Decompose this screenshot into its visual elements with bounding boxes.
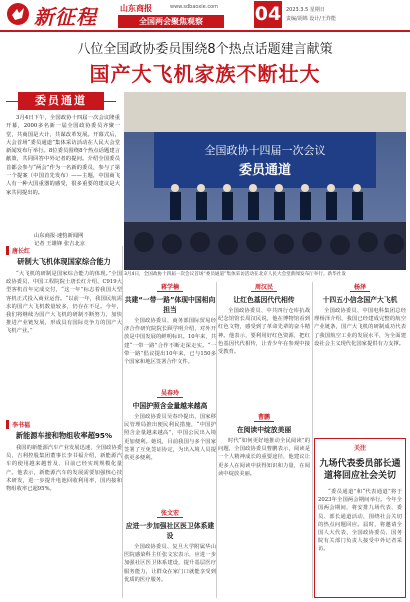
masthead-divider bbox=[0, 30, 410, 32]
article-title: 新能源车接和物组收率超95% bbox=[15, 431, 113, 440]
article-zhou bbox=[218, 282, 310, 356]
article-byline bbox=[314, 282, 406, 292]
newspaper-logo-icon bbox=[6, 2, 30, 26]
page-number: 04 bbox=[254, 1, 282, 28]
article-body: 时代“如何更好地推动全民阅读”的问题，全国政协委员曹鹏表示，阅读是一个人精神成长的重要途径，他建议让更多人在阅读中获得知识和力量，在阅读中绽放美丽。 bbox=[218, 438, 310, 477]
article-title: 共建“一带一路”体现中国相向担当 bbox=[124, 296, 216, 314]
paper-name: 山东商报 bbox=[120, 4, 152, 13]
editor-credits: 责编/胡锦 设计/王炸能 bbox=[286, 16, 336, 22]
article-body: 全国政协委员、复旦大学附属华山医院感染科主任张文宏表示，应进一步加强社区医卫体系建设，提升基层医疗服务能力，让群众在家门口就能享受到优质的医疗服务。 bbox=[124, 544, 216, 583]
article-body: 全国政协委员、中共四行仓库抗战纪念馆馆长周汉民说，他在博物馆看到红色文物，感受到了革命先辈的奋斗精神。他表示，要利用好红色资源，把红色基因代代相传，让青少年在参观中接受教育。 bbox=[218, 308, 310, 356]
article-jiang bbox=[124, 282, 216, 366]
article-title: 十四五小信念国产大飞机 bbox=[322, 296, 398, 304]
article-byline bbox=[124, 282, 216, 292]
article-byline: 李书福 bbox=[6, 420, 122, 429]
article-byline bbox=[218, 412, 310, 422]
topic-banner: 全国两会聚焦观察 bbox=[118, 15, 224, 28]
issue-date: 2023.3.5 星期日 bbox=[286, 7, 325, 13]
paper-url: www.sdbaoxie.com bbox=[170, 4, 219, 10]
article-li bbox=[6, 420, 122, 493]
section-brand: 新征程 bbox=[34, 5, 97, 29]
article-title: 在阅读中绽放美丽 bbox=[236, 426, 292, 434]
article-byline bbox=[124, 508, 216, 518]
main-headline: 国产大飞机家族不断壮大 bbox=[89, 62, 321, 86]
column-divider bbox=[312, 282, 313, 598]
article-byline bbox=[124, 388, 216, 398]
label-rule-left bbox=[6, 101, 18, 102]
article-zhang bbox=[124, 508, 216, 584]
byline-text: 杨泽 bbox=[350, 282, 370, 292]
article-yang bbox=[314, 282, 406, 348]
article-body: 全国政协委员吴春玲提出，国家移民管理局推出便民利民措施，“中国护照含金量越来越高”，中国公民出入境更加便利。她说，目前我国与多个国家签署了互免签证协定，为出入境人员提供更多便利。 bbox=[124, 414, 216, 462]
byline-text: 吴春玲 bbox=[157, 388, 183, 398]
article-tang bbox=[6, 246, 122, 336]
lead-credit-reporters: 记者 王雄锋 张吉北京 bbox=[34, 241, 86, 247]
label-rule-right bbox=[104, 101, 116, 102]
kicker-headline: 八位全国政协委员围绕8个热点话题建言献策 bbox=[77, 42, 333, 57]
article-wu bbox=[124, 388, 216, 462]
column-divider bbox=[216, 282, 217, 598]
article-body: 我国的新能源汽车产业发展迅速，全国政协委员、吉利控股集团董事长李书福介绍，新能源汽车的使用越来越普及，目前已经实现规模化量产。他表示，新能源汽车的发展需要加强核心技术研发，进一步提升电池回收利用率，国内接和物组收率已超95%。 bbox=[6, 445, 122, 493]
lead-label bbox=[6, 92, 118, 110]
feature-tag: 关注 bbox=[353, 445, 366, 452]
byline-text: 周汉民 bbox=[251, 282, 277, 292]
article-cao bbox=[218, 412, 310, 478]
lead-label-text: 委员通道 bbox=[18, 92, 104, 110]
photo-illustration bbox=[124, 92, 406, 270]
column-divider bbox=[122, 246, 123, 598]
article-title: 中国护照含金量越来越高 bbox=[132, 402, 208, 410]
lead-credit-source: 山东商报·速豹新闻网 bbox=[34, 233, 84, 239]
article-body: “大飞机的研制是国家综合能力的体现。”全国政协委员、中国工程院院士唐长红介绍，C919大型客机首年完成交付，“这一年”标志着我国大型客机正式投入商业运营。“以前一年，我国民航需求的国产大飞机数量较多，仍存在不足。今年，我们将继续为国产大飞机的研制不断努力，加快推进产业链发展，形成具有国际竞争力的国产大飞机产业。” bbox=[6, 271, 122, 335]
masthead bbox=[0, 0, 410, 30]
article-byline bbox=[218, 282, 310, 292]
feature-body: “委员通道”和“代表通道”将于2023年全国两会期间举行。今年全国两会期间，将安排九场代表、委员、部长通道活动，围绕社会关切的热点问题回应。届时，将邀请全国人大代表、全国政协委员、国务院有关部门负责人接受中外记者采访。 bbox=[318, 489, 402, 553]
lead-paragraph: 3月4日下午，全国政协十四届一次会议隆重开幕，2000多名新一届全国政协委员齐聚一堂，共商国是大计，共谋改革发展。开幕式后，大会首场“委员通道”集体采访活动在人民大会堂新闻发布厅举行。8位委员围绕8个热点话题建言献策，共同回答中外记者的提问。介绍全国委员首都会参与“两会”作为一名新的委员，参与了第一个提案（中国首先发布）——主题，中国商飞人有一种大国重器的感受，很多重要的建议是大家共同提出的。 bbox=[6, 115, 120, 196]
article-byline: 唐长红 bbox=[6, 246, 122, 255]
article-title: 让红色基因代代相传 bbox=[233, 296, 295, 304]
photo-caption: 3月4日，全国政协十四届一次会议首场“委员通道”集体采访活动在北京人民大会堂新闻发布厅举行。新华社发 bbox=[124, 272, 346, 277]
article-title: 应进一步加强社区医卫体系建设 bbox=[125, 522, 215, 540]
article-title: 研制大飞机体现国家综合能力 bbox=[17, 257, 111, 266]
article-body: 全国政协委员、中国电科集团总经理杨泽介绍，我国已经建成完整的航空产业链条，国产大飞机的研制成功代表了我国航空工业的发展水平，为全面建设社会主义现代化国家提供有力支撑。 bbox=[314, 308, 406, 347]
byline-text: 蒋学楠 bbox=[157, 282, 183, 292]
feature-title: 九场代表委员部长通道将回应社会关切 bbox=[319, 459, 401, 481]
feature-box bbox=[314, 438, 406, 598]
byline-text: 曹鹏 bbox=[254, 412, 274, 422]
article-body: 全国政协委员、商务部国际贸易经济合作研究院院长顾学明介绍，对外开放是中国发展的鲜明标识。10年来，共建“一带一路”合作不断走深走实。“一带一路”倡议提出10年来，已与150多个国家和地区签署合作文件。 bbox=[124, 318, 216, 366]
backdrop-subtitle: 委员通道 bbox=[238, 163, 292, 178]
backdrop-title: 全国政协十四届一次会议 bbox=[204, 144, 326, 157]
press-conference-photo bbox=[124, 92, 406, 270]
byline-text: 张文宏 bbox=[157, 508, 183, 518]
